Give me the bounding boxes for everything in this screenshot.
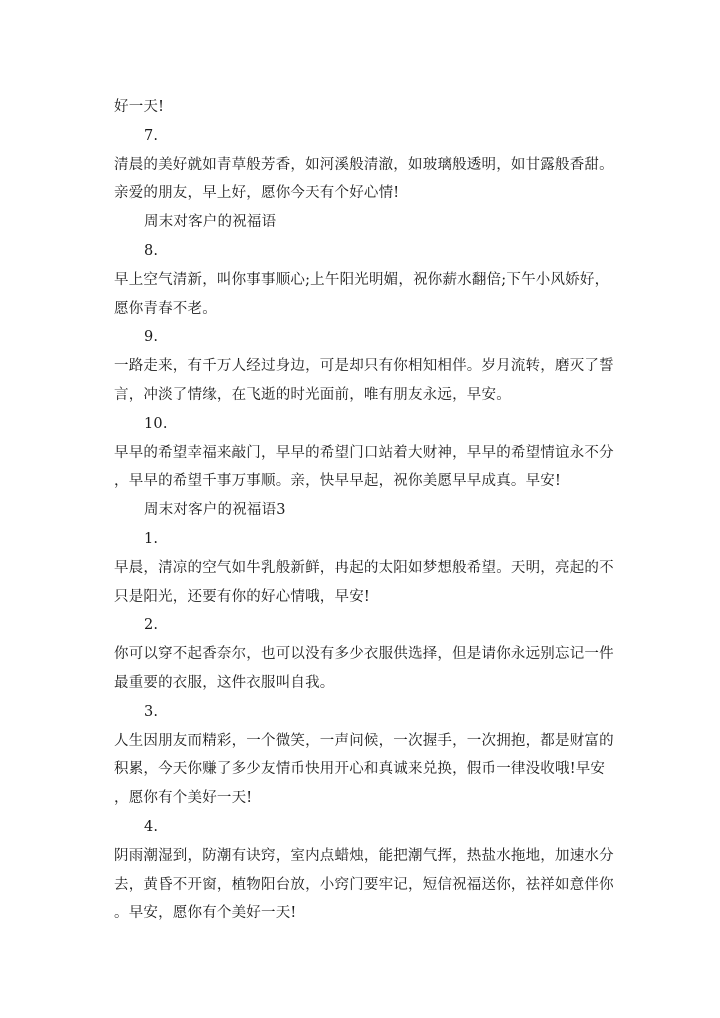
text-line: 清晨的美好就如青草般芳香，如河溪般清澈，如玻璃般透明，如甘露般香甜。 (114, 156, 614, 173)
text-line: 早早的希望幸福来敲门，早早的希望门口站着大财神，早早的希望情谊永不分 (114, 444, 614, 461)
text-line: 去，黄昏不开窗，植物阳台放，小窍门要牢记，短信祝福送你，祛祥如意伴你 (114, 876, 614, 893)
text-line: 言，冲淡了情缘，在飞逝的时光面前，唯有朋友永远，早安。 (114, 386, 511, 403)
heading-line: 4. (144, 818, 159, 835)
text-line: 亲爱的朋友，早上好，愿你今天有个好心情! (114, 185, 400, 202)
text-line: 只是阳光，还要有你的好心情哦，早安! (114, 588, 370, 605)
text-line: 积累，今天你赚了多少友情币快用开心和真诚来兑换，假币一律没收哦!早安 (114, 761, 606, 778)
text-line: 。早安，愿你有个美好一天! (114, 905, 297, 922)
heading-line: 周末对客户的祝福语3 (144, 502, 286, 519)
heading-line: 10. (144, 415, 168, 432)
text-line: 早上空气清新，叫你事事顺心;上午阳光明媚，祝你薪水翻倍;下午小风娇好， (114, 271, 610, 288)
text-line: 最重要的衣服，这件衣服叫自我。 (114, 674, 335, 691)
text-line: 你可以穿不起香奈尔，也可以没有多少衣服供选择，但是请你永远别忘记一件 (114, 646, 614, 663)
text-line: 人生因朋友而精彩，一个微笑，一声问候，一次握手，一次拥抱，都是财富的 (114, 732, 614, 749)
heading-line: 1. (144, 530, 159, 547)
heading-line: 8. (144, 242, 159, 259)
text-line: ，愿你有个美好一天! (114, 790, 253, 807)
heading-line: 7. (144, 127, 159, 144)
text-line: 愿你青春不老。 (114, 300, 217, 317)
text-line: 早晨，清凉的空气如牛乳般新鲜，冉起的太阳如梦想般希望。天明，亮起的不 (114, 559, 614, 576)
heading-line: 3. (144, 703, 159, 720)
document-body (114, 93, 614, 928)
heading-line: 9. (144, 329, 159, 346)
text-line: 一路走来，有千万人经过身边，可是却只有你相知相伴。岁月流转，磨灭了誓 (114, 358, 614, 375)
text-line: ，早早的希望千事万事顺。亲，快早早起，祝你美愿早早成真。早安! (114, 473, 562, 490)
text-line: 好一天! (114, 99, 165, 115)
heading-line: 2. (144, 617, 159, 634)
heading-line: 周末对客户的祝福语 (144, 214, 277, 231)
text-line: 阴雨潮湿到，防潮有诀窍，室内点蜡烛，能把潮气挥，热盐水拖地，加速水分 (114, 847, 614, 864)
